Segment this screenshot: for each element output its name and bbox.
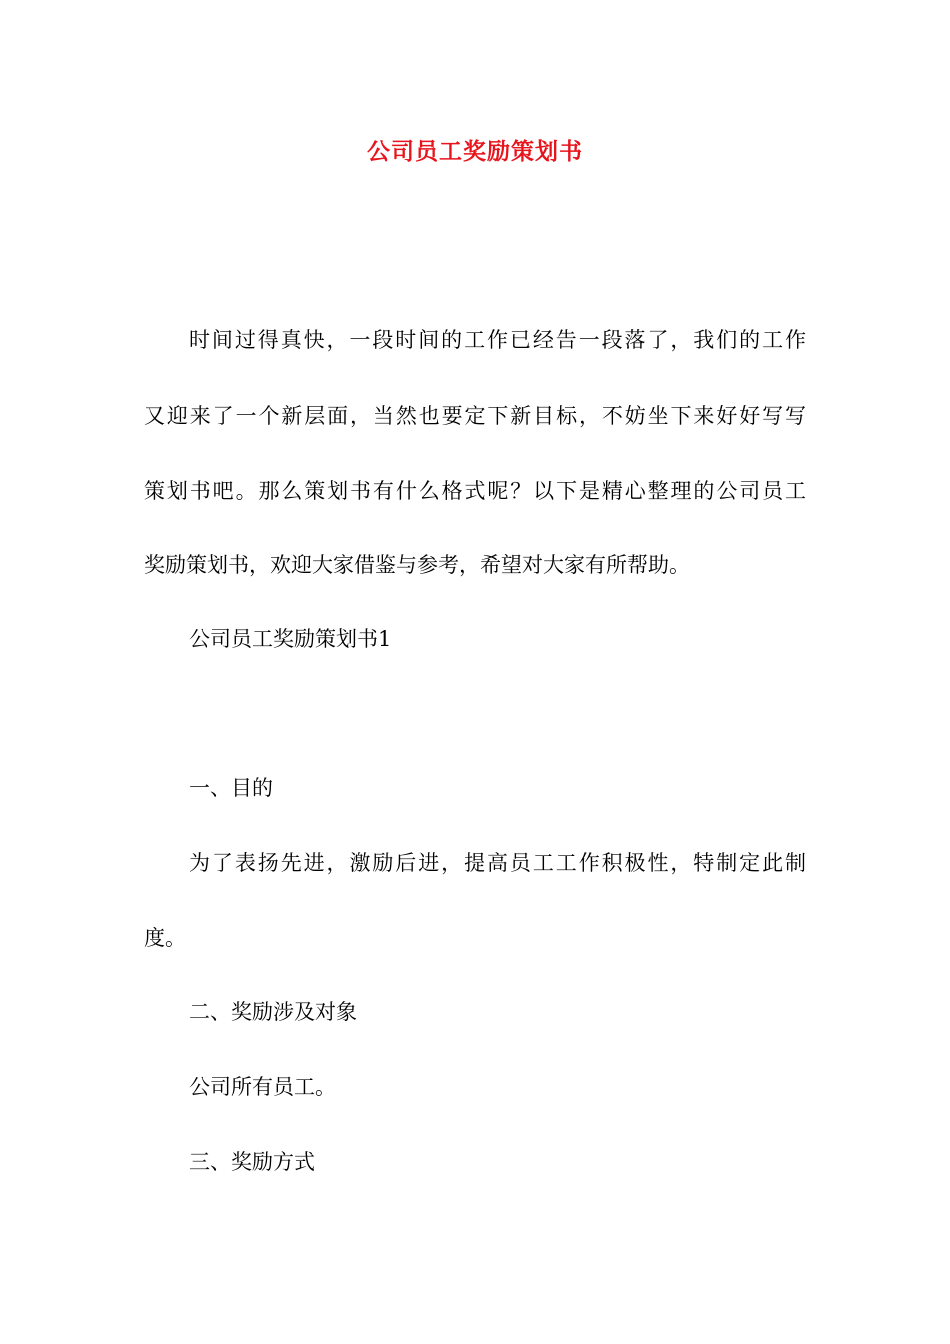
purpose-paragraph-line-1: 为了表扬先进，激励后进，提高员工工作积极性，特制定此制	[189, 851, 806, 875]
heading-reward-method: 三、奖励方式	[189, 1150, 315, 1174]
purpose-paragraph-line-2: 度。	[144, 926, 186, 950]
reward-scope-text: 公司所有员工。	[189, 1075, 336, 1099]
intro-paragraph-line-4: 奖励策划书，欢迎大家借鉴与参考，希望对大家有所帮助。	[144, 553, 690, 577]
intro-paragraph-line-1: 时间过得真快，一段时间的工作已经告一段落了，我们的工作	[189, 328, 806, 352]
intro-paragraph-line-3: 策划书吧。那么策划书有什么格式呢？以下是精心整理的公司员工	[144, 479, 806, 503]
document-title: 公司员工奖励策划书	[367, 138, 583, 165]
intro-paragraph-line-2: 又迎来了一个新层面，当然也要定下新目标，不妨坐下来好好写写	[144, 404, 806, 428]
section-heading-plan-1: 公司员工奖励策划书1	[189, 627, 392, 651]
heading-purpose: 一、目的	[189, 776, 273, 800]
heading-reward-scope: 二、奖励涉及对象	[189, 1000, 357, 1024]
